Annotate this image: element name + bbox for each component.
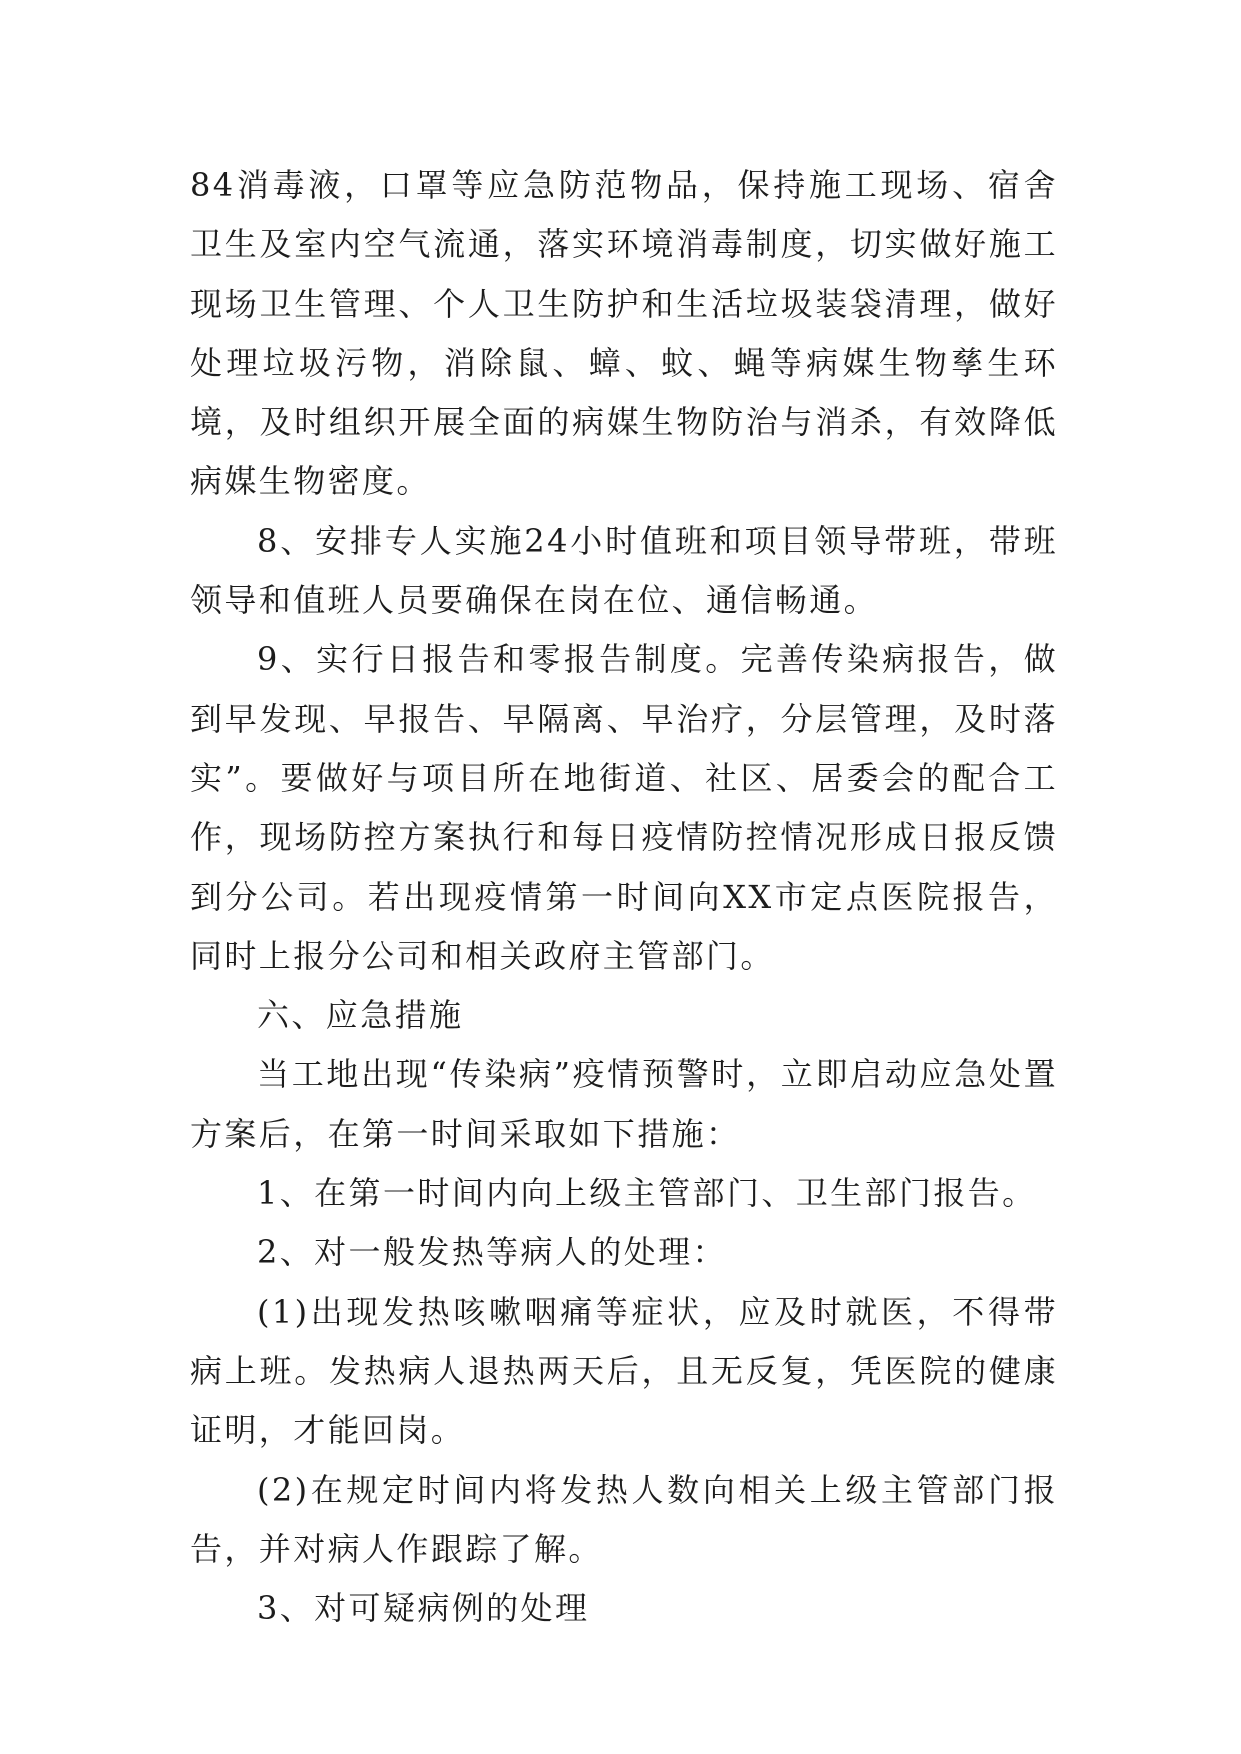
paragraph-item-9: 9、实行日报告和零报告制度。完善传染病报告，做到早发现、早报告、早隔离、早治疗，分层管理，及时落实”。要做好与项目所在地街道、社区、居委会的配合工作，现场防控方案执行和每日疫情防控情况形成日报反馈到分公司。若出现疫情第一时间向XX市定点医院报告，同时上报分公司和相关政府主管部门。 (190, 640, 1058, 975)
paragraph-item-8: 8、安排专人实施24小时值班和项目领导带班，带班领导和值班人员要确保在岗在位、通信畅通。 (190, 521, 1058, 620)
section-heading-emergency-measures: 六、应急措施 (257, 996, 464, 1035)
paragraph-emergency-intro: 当工地出现“传染病”疫情预警时，立即启动应急处置方案后，在第一时间采取如下措施： (190, 1055, 1058, 1153)
paragraph-measure-2: 2、对一般发热等病人的处理： (257, 1233, 727, 1272)
paragraph-measure-3: 3、对可疑病例的处理 (257, 1589, 590, 1628)
paragraph-continued: 84消毒液，口罩等应急防范物品，保持施工现场、宿舍卫生及室内空气流通，落实环境消毒制度，切实做好施工现场卫生管理、个人卫生防护和生活垃圾装袋清理，做好处理垃圾污物，消除鼠、蟑、蚊、蝇等病媒生物孳生环境，及时组织开展全面的病媒生物防治与消杀，有效降低病媒生物密度。 (190, 166, 1058, 501)
document-page (190, 156, 1058, 1638)
paragraph-measure-1: 1、在第一时间内向上级主管部门、卫生部门报告。 (257, 1174, 1037, 1213)
paragraph-measure-2-2: (2)在规定时间内将发热人数向相关上级主管部门报告，并对病人作跟踪了解。 (190, 1470, 1058, 1568)
paragraph-measure-2-1: (1)出现发热咳嗽咽痛等症状，应及时就医，不得带病上班。发热病人退热两天后，且无反复，凭医院的健康证明，才能回岗。 (190, 1292, 1058, 1450)
